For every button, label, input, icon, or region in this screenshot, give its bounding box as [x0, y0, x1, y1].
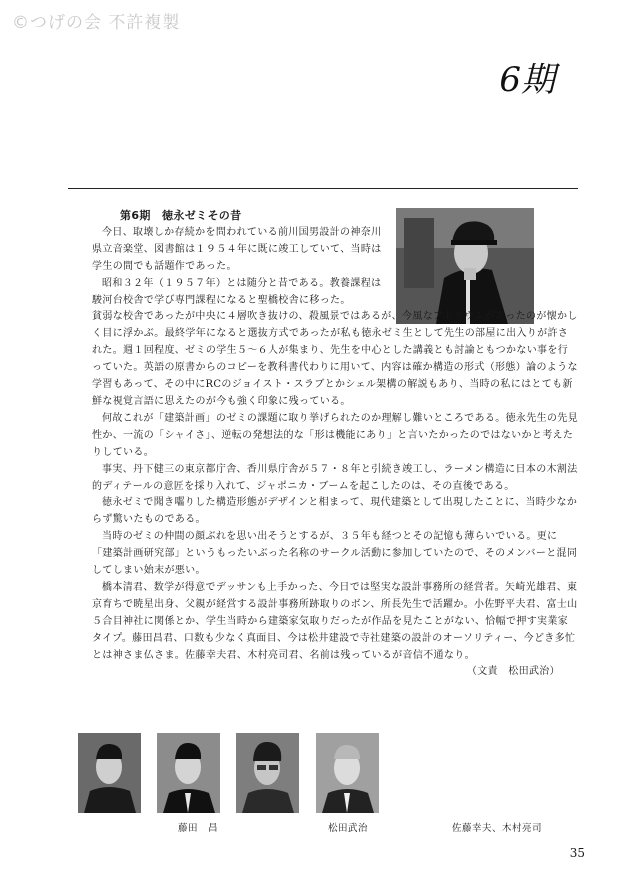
portrait-man-photo: [157, 733, 220, 813]
divider: [68, 188, 578, 189]
paragraph-1: 今日、取壊しか存続かを問われている前川国男設計の神奈川県立音楽堂、図書館は１９５４年に既に竣工していて、当時は学生の間でも話題作であった。: [92, 226, 382, 272]
paragraph-3: 貧弱な校舎であったが中央に４層吹き抜けの、殺風景ではあるが、今風なアトリウムがあったのが懐かしく目に浮かぶ。最終学年になると選抜方式であったが私も徳永ゼミ生として先生の部屋に出入りが許された。週１回程度、ゼミの学生５〜６人が集まり、先生を中心とした講義とも討論ともつかない事を行っていた。英語の原書からのコピーを教科書代わりに用いて、内容は確か構造の形式（形態）論のような学習もあって、その中にRCのジョイスト・スラブとかシェル架構の解説もあり、当時の私にはとても新鮮な視覚言語に思えたのが今も強く印象に残っている。: [92, 311, 578, 407]
portrait-row: [0, 733, 623, 833]
page-number: 35: [569, 846, 585, 860]
portrait-photo: [78, 733, 141, 813]
portrait-photo: [316, 733, 379, 813]
paragraph-2: 昭和３２年（１９５７年）とは随分と昔である。教養課程は駿河台校舎で学び専門課程になると聖橋校舎に移った。: [92, 277, 382, 306]
portrait-man-photo: [236, 733, 299, 813]
watermark: ©つげの会 不許複製: [12, 13, 181, 33]
article-heading: 第6期 徳永ゼミその昔: [120, 209, 242, 222]
portrait-man-photo: [316, 733, 379, 813]
paragraph-7: 当時のゼミの仲間の顔ぶれを思い出そうとするが、３５年も経つとその記憶も薄らいでいる。更に「建築計画研究部」というもったいぶった名称のサークル活動に参加していたので、そのメンバーと混同してしまい始末が悪い。: [92, 531, 578, 577]
chapter-title: 6期: [499, 60, 555, 100]
paragraph-8: 橋本清君、数学が得意でデッサンも上手かった、今日では堅実な設計事務所の経営者。矢崎光雄君、東京育ちで暁星出身、父親が経営する設計事務所跡取りのボン、所長先生で活躍か。小佐野平夫君、富士山５合目神社に関係とか、学生当時から建築家気取りだったが作品を見たことがない、恰幅で押す実業家タイプ。藤田昌君、口数も少なく真面目、今は松井建設で寺社建築の設計のオーソリティー、今どき多忙とは神さま仏さま。佐藤幸夫君、木村亮司君、名前は残っているが音信不通なり。: [92, 581, 578, 661]
photo-caption: 松田武治: [328, 823, 369, 834]
author-credit: （文責 松田武治）: [466, 666, 560, 678]
paragraph-5: 事実、丹下健三の東京都庁舎、香川県庁舎が５７・８年と引続き竣工し、ラーメン構造に日本の木割法的ディテールの意匠を採り入れて、ジャポニカ・ブームを起こしたのは、その直後である。: [92, 463, 578, 492]
article-body: [92, 208, 578, 681]
photo-caption: 藤田 昌: [178, 823, 219, 834]
portrait-man-photo: [78, 733, 141, 813]
portrait-photo: [236, 733, 299, 813]
portrait-photo: [157, 733, 220, 813]
paragraph-4: 何故これが「建築計画」のゼミの課題に取り挙げられたのか理解し難いところである。徳永先生の先見性か、一流の「シャイさ」、逆転の発想法的な「形は機能にあり」と言いたかったのではないかと考えたりしている。: [92, 412, 578, 458]
paragraph-6: 徳永ゼミで聞き囓りした構造形態がデザインと相まって、現代建築として出現したことに、当時少なからず驚いたものである。: [92, 497, 578, 526]
photo-caption: 佐藤幸夫、木村亮司: [452, 823, 543, 834]
